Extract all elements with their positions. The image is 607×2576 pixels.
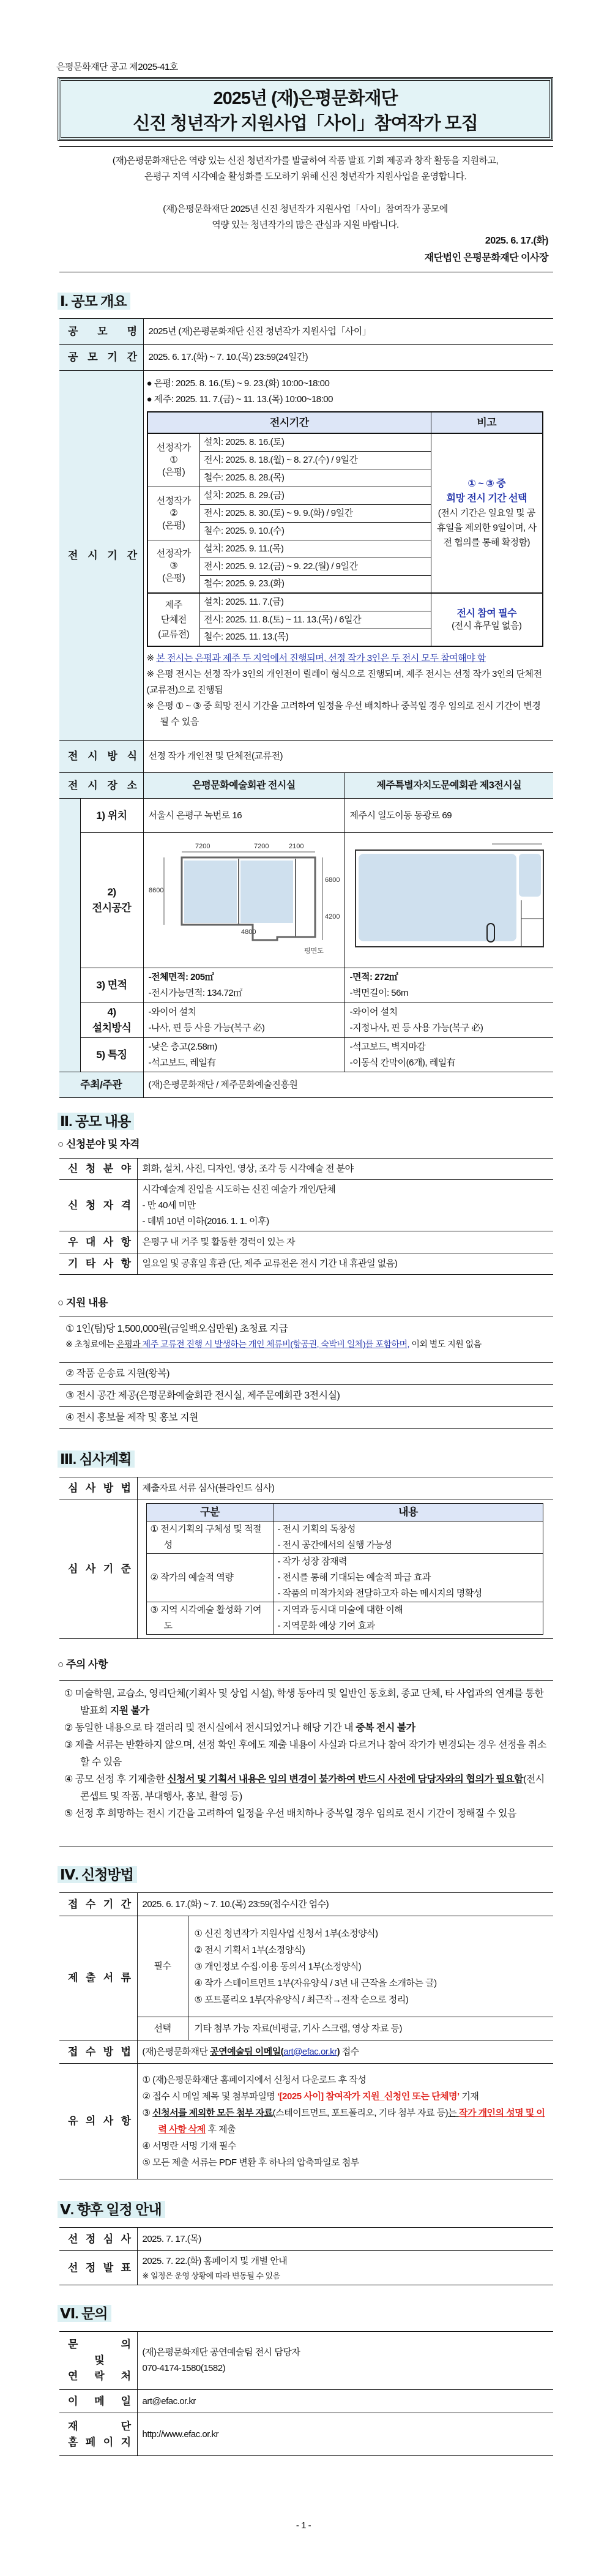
venue-spacer (59, 799, 80, 1072)
plan-caption: 평면도 (304, 947, 324, 955)
label-optional: 선택 (137, 2017, 188, 2040)
section-heading-contact: Ⅵ. 문의 (58, 2305, 111, 2322)
dim-label: 7200 (195, 843, 210, 850)
note-text: 이외 별도 지원 없음 (409, 1339, 482, 1349)
title-line-1: 2025년 (재)은평문화재단 (213, 89, 398, 108)
label-area: 3) 면적 (80, 968, 143, 1002)
note-emphasis: 작가 개인의 성명 및 이력 사항 삭제 (158, 2108, 545, 2135)
qualification (137, 1180, 553, 1231)
submit-text: (재)은평문화재단 (142, 2046, 210, 2057)
exhibit-note-3: ※ 은평 ① ~ ③ 중 희망 전시 기간을 고려하여 일정을 우선 배치하나 중복일 경우 임의로 전시 기간이 변경될 수 있음 (146, 701, 541, 727)
subheading-eligibility: ○ 신청분야 및 자격 (58, 1138, 140, 1150)
schedule-row: 설치: 2025. 8. 16.(토) (200, 433, 431, 451)
closing-text (58, 201, 553, 233)
application-table (59, 1892, 553, 2179)
dim-label: 6800 (324, 876, 340, 884)
label-text: 문 의 (68, 2339, 131, 2350)
feature-line: -낮은 층고(2.58m) (148, 1041, 217, 1052)
schedule-note-eunpyeong (431, 433, 543, 593)
label-selection-review: 선 정 심 사 (59, 2228, 137, 2251)
criteria-header-content: 내용 (274, 1504, 543, 1521)
schedule-header-period: 전시기간 (147, 412, 431, 433)
qual-line: 시각예술계 진입을 시도하는 신진 예술가 개인/단체 (142, 1184, 336, 1195)
label-text: 및 (94, 2354, 105, 2366)
divider (59, 146, 553, 147)
page-number: - 1 - (296, 2520, 311, 2531)
dim-label: 7200 (253, 843, 269, 850)
note-text: 후 제출 (205, 2124, 236, 2135)
title-line-2: 신진 청년작가 지원사업「사이」참여작가 모집 (133, 114, 478, 133)
group-label: ② (169, 507, 178, 518)
area-jeju (344, 968, 553, 1002)
field: 회화, 설치, 사진, 디자인, 영상, 조각 등 시각예술 전 분야 (137, 1159, 553, 1180)
document-item: ② 전시 기획서 1부(소정양식) (194, 1944, 305, 1955)
intro-line: (재)은평문화재단은 역량 있는 신진 청년작가를 발굴하여 작품 발표 기회 제공과 창작 활동을 지원하고, (112, 155, 499, 166)
label-review-method: 심 사 방 법 (59, 1477, 137, 1499)
label-venue: 전 시 장 소 (59, 773, 143, 799)
schedule-row: 전시: 2025. 9. 12.(금) ~ 9. 22.(월) / 9일간 (200, 558, 431, 575)
caution-text: ① 미술학원, 교습소, 영리단체(기획사 및 상업 시설), 학생 동아리 및 일반인 동호회, 종교 단체, 타 사업과의 연계를 통한 발표회 (64, 1689, 544, 1716)
install-eunpyeong (143, 1002, 344, 1038)
support-item: ④ 전시 홍보물 제작 및 홍보 지원 (59, 1407, 553, 1429)
closing-line: (재)은평문화재단 2025년 신진 청년작가 지원사업「사이」참여작가 공모에 (163, 204, 448, 214)
floor-plan-eunpyeong (143, 833, 344, 968)
contest-period: 2025. 6. 17.(화) ~ 7. 10.(목) 23:59(24일간) (143, 345, 553, 371)
schedule-row: 철수: 2025. 9. 23.(화) (200, 575, 431, 593)
location-eunpyeong: 서울시 은평구 녹번로 16 (143, 799, 344, 833)
exhibit-note-2: ※ 은평 전시는 선정 작가 3인의 개인전이 릴레이 형식으로 진행되며, 제주 전시는 선정 작가 3인의 단체전(교류전)으로 진행됨 (146, 669, 542, 695)
page-title (58, 77, 553, 141)
section-heading-contents: Ⅱ. 공모 내용 (58, 1113, 134, 1130)
floor-plan-jeju (344, 833, 553, 968)
label-host: 주최/주관 (59, 1072, 143, 1098)
group-label: 단체전 (160, 614, 187, 625)
announcement-text: 2025. 7. 22.(화) 홈페이지 및 개별 안내 (142, 2255, 288, 2266)
caution-item: ⑤ 선정 후 희망하는 전시 기간을 고려하여 일정을 우선 배치하나 중복일 경우 임의로 전시 기간이 정해질 수 있음 (64, 1809, 516, 1819)
label-text: 4) (107, 1006, 116, 1018)
caution-list (64, 1686, 554, 1823)
criteria-item: - 지역문화 예상 기여 효과 (277, 1621, 375, 1631)
submit-emphasis: ) (337, 2046, 340, 2057)
support-note (65, 1337, 547, 1352)
criteria-items (274, 1521, 543, 1554)
label-text: 전시공간 (92, 902, 132, 914)
label-install (80, 1002, 143, 1038)
note-item (143, 2105, 548, 2138)
support-list (59, 1316, 553, 1429)
contest-name: 2025년 (재)은평문화재단 신진 청년작가 지원사업「사이」 (143, 319, 553, 345)
contact-table (59, 2331, 553, 2456)
group-label: 선정작가 (156, 442, 191, 453)
schedule-group-1 (147, 433, 200, 487)
schedule-info-table (59, 2227, 553, 2285)
label-text: 2) (107, 886, 116, 898)
preference: 은평구 내 거주 및 활동한 경력이 있는 자 (137, 1231, 553, 1253)
feature-jeju (344, 1038, 553, 1072)
label-criteria: 심 사 기 준 (59, 1499, 137, 1639)
group-label: 선정작가 (156, 495, 191, 506)
submit-method (137, 2040, 553, 2064)
area-eunpyeong (143, 968, 344, 1002)
qual-line: - 데뷔 10년 이하(2016. 1. 1. 이후) (142, 1215, 269, 1226)
note-text: 제주 교류전 진행 시 발생하는 개인 체류비(항공권, 숙박비 일체)를 포함하며, (142, 1339, 409, 1349)
criteria-header-category: 구분 (146, 1504, 274, 1521)
schedule-row: 철수: 2025. 8. 28.(목) (200, 469, 431, 487)
note-text: ※ 초청료에는 (65, 1339, 117, 1349)
label-preference: 우 대 사 항 (59, 1231, 137, 1253)
note-item: ① (재)은평문화재단 홈페이지에서 신청서 다운로드 후 작성 (142, 2075, 367, 2085)
note-text: 는 (448, 2108, 459, 2118)
label-method: 전 시 방 식 (59, 741, 143, 773)
support-text: ① 1인(팀)당 1,500,000원(금일백오십만원) 초청료 지급 (65, 1324, 288, 1334)
signer: 재단법인 은평문화재단 이사장 (424, 253, 548, 263)
caution-item (64, 1771, 554, 1805)
optional-documents: 기타 첨부 가능 자료(비평글, 기사 스크랩, 영상 자료 등) (188, 2017, 553, 2040)
note-highlight: 전시 참여 필수 (456, 608, 517, 619)
label-location: 1) 위치 (80, 799, 143, 833)
group-label: (은평) (162, 466, 185, 477)
install-line: -나사, 핀 등 사용 가능(복구 必) (148, 1022, 265, 1033)
email-link[interactable]: art@efac.or.kr (283, 2046, 337, 2057)
notice-number: 은평문화재단 공고 제2025-41호 (56, 62, 178, 72)
schedule-row: 설치: 2025. 8. 29.(금) (200, 487, 431, 504)
label-period: 공 모 기 간 (59, 345, 143, 371)
label-announcement: 선 정 발 표 (59, 2251, 137, 2285)
caution-emphasis: 지원 불가 (110, 1706, 149, 1716)
install-line: -와이어 설치 (148, 1006, 196, 1017)
homepage-link[interactable]: http://www.efac.or.kr (137, 2413, 553, 2456)
support-item (59, 1316, 553, 1363)
schedule-group-3 (147, 540, 200, 593)
label-text: 재 단 (68, 2420, 131, 2432)
criteria-item: - 작가 성장 잠재력 (277, 1556, 347, 1567)
location-jeju: 제주시 일도이동 동광로 69 (344, 799, 553, 833)
document-item: ④ 작가 스테이트먼트 1부(자유양식 / 3년 내 근작을 소개하는 글) (194, 1977, 437, 1988)
document-item: ① 신진 청년작가 지원사업 신청서 1부(소정양식) (194, 1928, 378, 1939)
receipt-period: 2025. 6. 17.(화) ~ 7. 10.(목) 23:59(접수시간 엄수) (137, 1893, 553, 1916)
submit-emphasis: 공연예술팀 이메일( (210, 2046, 284, 2057)
floor-plan-jeju-drawing (345, 833, 554, 962)
section-heading-overview: Ⅰ. 공모 개요 (58, 293, 130, 310)
caution-text: (전시 콘셉트 및 작품, 부대행사, 홍보, 촬영 등) (80, 1774, 545, 1802)
intro-line: 은평구 지역 시각예술 활성화를 도모하기 위해 신진 청년작가 지원사업을 운영합니다. (144, 171, 467, 182)
selection-review-date: 2025. 7. 17.(목) (137, 2228, 553, 2251)
exhibit-line-jeju: ● 제주: 2025. 11. 7.(금) ~ 11. 13.(목) 10:00~18:00 (146, 394, 333, 405)
criteria-name: ② 작가의 예술적 역량 (146, 1554, 274, 1602)
label-name: 공 모 명 (59, 319, 143, 345)
subheading-cautions: ○ 주의 사항 (58, 1659, 108, 1670)
required-documents (188, 1916, 553, 2017)
email-link[interactable]: art@efac.or.kr (137, 2390, 553, 2413)
schedule-row: 전시: 2025. 8. 18.(월) ~ 8. 27.(수) / 9일간 (200, 451, 431, 469)
floor-plan-eunpyeong-drawing (144, 833, 345, 962)
criteria-cell (137, 1499, 553, 1639)
schedule-group-jeju (147, 593, 200, 646)
note-text: 기재 (459, 2091, 479, 2102)
subheading-support: ○ 지원 내용 (58, 1297, 108, 1309)
criteria-item: - 지역과 동시대 미술에 대한 이해 (277, 1605, 403, 1615)
label-feature: 5) 특징 (80, 1038, 143, 1072)
area-line: -전시가능면적: 134.72㎡ (148, 987, 242, 998)
announcement-note: ※ 일정은 운영 상황에 따라 변동될 수 있음 (142, 2271, 280, 2280)
review-method: 제출자료 서류 심사(블라인드 심사) (137, 1477, 553, 1499)
area-line: -전체면적: 205㎡ (148, 971, 214, 982)
install-jeju (344, 1002, 553, 1038)
schedule-table (147, 411, 543, 647)
label-submit-method: 접 수 방 법 (59, 2040, 137, 2064)
support-item: ③ 전시 공간 제공(은평문화예술회관 전시실, 제주문예회관 3전시실) (59, 1385, 553, 1407)
overview-table (59, 318, 553, 1098)
note-emphasis: ‘[2025 사이] 참여작가 지원_신청인 또는 단체명’ (277, 2091, 460, 2102)
exhibit-line-eunpyeong: ● 은평: 2025. 8. 16.(토) ~ 9. 23.(화) 10:00~18:00 (146, 378, 330, 389)
support-item: ② 작품 운송료 지원(왕복) (59, 1363, 553, 1385)
submit-text: 접수 (340, 2046, 359, 2057)
note-item: ④ 서명란 서명 기재 필수 (142, 2141, 237, 2151)
closing-line: 역량 있는 청년작가의 많은 관심과 지원 바랍니다. (212, 220, 399, 230)
group-label: 제주 (165, 599, 182, 610)
label-space (80, 833, 143, 968)
document-item: ③ 개인정보 수집·이용 동의서 1부(소정양식) (194, 1961, 362, 1972)
note-text: (전시 휴무일 없음) (452, 620, 522, 631)
label-homepage (59, 2413, 137, 2456)
qual-line: - 만 40세 미만 (142, 1200, 196, 1211)
group-label: 선정작가 (156, 548, 191, 559)
venue-eunpyeong: 은평문화예술회관 전시실 (143, 773, 344, 799)
caution-item (64, 1720, 554, 1737)
label-required: 필수 (137, 1916, 188, 2017)
note-highlight: 희망 전시 기간 선택 (446, 493, 527, 504)
label-text: 홈 페 이 지 (68, 2436, 131, 2448)
group-label: (교류전) (158, 629, 190, 640)
note-text: ③ (142, 2108, 153, 2118)
note-item: ⑤ 모든 제출 서류는 PDF 변환 후 하나의 압축파일로 첨부 (142, 2157, 359, 2168)
announcement (137, 2251, 553, 2285)
intro-text (58, 153, 553, 185)
schedule-note-jeju (431, 593, 543, 646)
area-line: -벽면길이: 56m (349, 987, 408, 998)
dim-label: 4200 (324, 913, 340, 920)
criteria-items (274, 1554, 543, 1602)
label-notes: 유 의 사 항 (59, 2064, 137, 2179)
caution-item: ③ 제출 서류는 반환하지 않으며, 선정 확인 후에도 제출 내용이 사실과 다르거나 참여 작가가 변경되는 경우 선정을 취소할 수 있음 (64, 1740, 546, 1768)
dim-label: 8600 (148, 887, 163, 894)
dim-label: 2100 (288, 843, 304, 850)
criteria-item: - 작품의 미적가치와 전달하고자 하는 메시지의 명확성 (277, 1588, 482, 1599)
schedule-group-2 (147, 487, 200, 540)
section-heading-review: Ⅲ. 심사계획 (58, 1450, 135, 1468)
label-text: 연 락 처 (68, 2370, 131, 2382)
label-email: 이 메 일 (59, 2390, 137, 2413)
divider (59, 1680, 553, 1681)
note-text: (전시 기간은 일요일 및 공휴일을 제외한 9일이며, 사전 협의를 통해 확정함) (437, 507, 537, 548)
section-heading-schedule: Ⅴ. 향후 일정 안내 (58, 2201, 165, 2218)
caution-text: ② 동일한 내용으로 타 갤러리 및 전시실에서 전시되었거나 해당 기간 내 (64, 1723, 356, 1733)
application-notes (137, 2064, 553, 2179)
note-mark: ※ (146, 653, 157, 663)
exhibit-period-cell (143, 371, 553, 741)
dim-label: 4800 (240, 928, 256, 936)
venue-jeju: 제주특별자치도문예회관 제3전시실 (344, 773, 553, 799)
caution-emphasis: 중복 전시 불가 (356, 1723, 415, 1733)
schedule-row: 전시: 2025. 11. 8.(토) ~ 11. 13.(목) / 6일간 (200, 611, 431, 629)
etc: 일요일 및 공휴일 휴관 (단, 제주 교류전은 전시 기간 내 휴관일 없음) (137, 1253, 553, 1275)
schedule-row: 설치: 2025. 11. 7.(금) (200, 593, 431, 611)
contact-line: (재)은평문화재단 공연예술팀 전시 담당자 (142, 2347, 300, 2358)
feature-line: -이동식 칸막이(6개), 레일有 (349, 1057, 456, 1068)
caution-emphasis: 신청서 및 기획서 내용은 임의 변경이 불가하여 반드시 사전에 담당자와의 협의가 필요함 (167, 1774, 524, 1785)
note-text: 은평과 (116, 1339, 143, 1349)
section-heading-application: Ⅳ. 신청방법 (58, 1866, 137, 1883)
note-item (143, 2088, 548, 2105)
note-text: ② 접수 시 메일 제목 및 첨부파일명 (142, 2091, 277, 2102)
criteria-name: ③ 지역 시각예술 활성화 기여도 (146, 1602, 274, 1635)
criteria-item: - 전시 기획의 독창성 (277, 1524, 356, 1534)
label-etc: 기 타 사 항 (59, 1253, 137, 1275)
note-highlight: ① ~ ③ 중 (467, 478, 506, 489)
exhibit-note-1 (147, 651, 549, 666)
note-emphasis: 신청서를 제외한 모든 첨부 자료 (152, 2108, 273, 2118)
exhibit-method: 선정 작가 개인전 및 단체전(교류전) (143, 741, 553, 773)
schedule-row: 철수: 2025. 9. 10.(수) (200, 522, 431, 540)
feature-line: -석고보드, 벽지마감 (349, 1041, 426, 1052)
group-label: ① (169, 454, 178, 465)
criteria-item: - 전시를 통해 기대되는 예술적 파급 효과 (277, 1572, 431, 1583)
feature-eunpyeong (143, 1038, 344, 1072)
caution-item (64, 1686, 554, 1720)
note-text: (스테이트먼트, 포트폴리오, 기타 첨부 자료 등) (272, 2108, 449, 2118)
schedule-row: 전시: 2025. 8. 30.(토) ~ 9. 9.(화) / 9일간 (200, 504, 431, 522)
area-line: -면적: 272㎡ (349, 971, 398, 982)
install-line: -와이어 설치 (349, 1006, 398, 1017)
notice-date: 2025. 6. 17.(화) (485, 236, 548, 246)
label-field: 신 청 분 야 (59, 1159, 137, 1180)
schedule-header-note: 비고 (431, 412, 543, 433)
group-label: ③ (169, 561, 178, 572)
label-qualification: 신 청 자 격 (59, 1180, 137, 1231)
label-exhibit-period: 전 시 기 간 (59, 371, 143, 741)
eligibility-table (59, 1158, 553, 1275)
criteria-items (274, 1602, 543, 1635)
note-text: 본 전시는 은평과 제주 두 지역에서 진행되며, 선정 작가 3인은 두 전시 모두 참여해야 함 (156, 653, 486, 663)
label-contact (59, 2332, 137, 2390)
criteria-table (146, 1503, 543, 1635)
criteria-item: - 전시 공간에서의 실행 가능성 (277, 1540, 392, 1550)
group-label: (은평) (162, 573, 185, 584)
host: (재)은평문화재단 / 제주문화예술진흥원 (143, 1072, 553, 1098)
caution-text: ④ 공모 선정 후 기제출한 (64, 1774, 168, 1785)
criteria-name: ① 전시기획의 구체성 및 적절성 (146, 1521, 274, 1554)
label-documents: 제 출 서 류 (59, 1916, 137, 2040)
schedule-row: 철수: 2025. 11. 13.(목) (200, 629, 431, 646)
group-label: (은평) (162, 520, 185, 531)
label-text: 설치방식 (92, 1021, 132, 1034)
contact (137, 2332, 553, 2390)
install-line: -지정나사, 핀 등 사용 가능(복구 必) (349, 1022, 483, 1033)
review-table (59, 1477, 553, 1639)
schedule-row: 설치: 2025. 9. 11.(목) (200, 540, 431, 558)
document-item: ⑤ 포트폴리오 1부(자유양식 / 최근작→전작 순으로 정리) (194, 1994, 409, 2005)
feature-line: -석고보드, 레일有 (148, 1057, 216, 1068)
label-receipt-period: 접 수 기 간 (59, 1893, 137, 1916)
contact-phone: 070-4174-1580(1582) (142, 2363, 226, 2373)
